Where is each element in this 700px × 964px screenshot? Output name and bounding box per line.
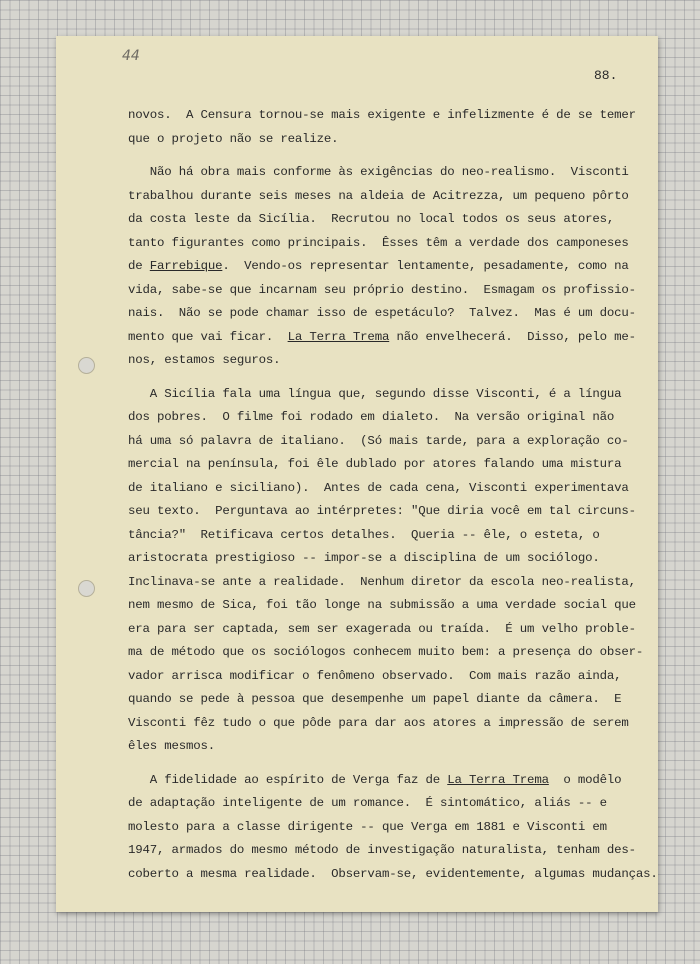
text-line: vador arrisca modificar o fenômeno observado. Com mais razão ainda, (128, 668, 622, 683)
text-line: mercial na península, foi êle dublado por atores falando uma mistura (128, 457, 622, 471)
paragraph-gap (128, 759, 638, 769)
typewritten-page (56, 36, 658, 912)
text-line: tância?" Retificava certos detalhes. Queria -- êle, o esteta, o (128, 527, 600, 542)
text-line: Não há obra mais conforme às exigências do neo-realismo. Visconti (128, 165, 629, 179)
text-line: tanto figurantes como principais. Êsses têm a verdade dos camponeses (128, 235, 629, 250)
text-line: Visconti fêz tudo o que pôde para dar aos atores a impressão de serem (128, 715, 629, 730)
text-line: seu texto. Perguntava ao intérpretes: "Que diria você em tal circuns- (128, 504, 636, 518)
text-line: de adaptação inteligente de um romance. É sintomático, aliás -- e (128, 796, 607, 810)
underlined-film-title: Farrebique (149, 259, 223, 273)
paragraph-gap (128, 373, 638, 383)
underlined-film-title: La Terra Trema (447, 772, 549, 787)
text-line: êles mesmos. (128, 739, 216, 753)
text-line: ma de método que os sociólogos conhecem muito bem: a presença do obser- (128, 645, 644, 659)
text-line: A Sicília fala uma língua que, segundo disse Visconti, é a língua (128, 386, 622, 401)
text-line: quando se pede à pessoa que desempenhe um papel diante da câmera. E (128, 692, 622, 706)
text-line: molesto para a classe dirigente -- que Verga em 1881 e Visconti em (128, 819, 607, 834)
text-line: mento que vai ficar. La Terra Trema não envelhecerá. Disso, pelo me- (128, 329, 636, 344)
text-line: nem mesmo de Sica, foi tão longe na submissão a uma verdade social que (128, 598, 636, 612)
paragraph-gap (128, 151, 638, 161)
pencil-page-number: 44 (122, 48, 140, 64)
text-line: de italiano e siciliano). Antes de cada cena, Visconti experimentava (128, 480, 629, 495)
punch-hole-lower (78, 580, 95, 597)
text-line: há uma só palavra de italiano. (Só mais tarde, para a exploração co- (128, 433, 629, 448)
text-line: era para ser captada, sem ser exagerada ou traída. É um velho proble- (128, 621, 636, 636)
text-line: nos, estamos seguros. (128, 353, 281, 367)
text-line: de Farrebique. Vendo-os representar lentamente, pesadamente, como na (128, 259, 629, 273)
text-line: coberto a mesma realidade. Observam-se, evidentemente, algumas mudanças. (128, 866, 658, 881)
text-line: novos. A Censura tornou-se mais exigente e infelizmente é de se temer (128, 108, 636, 122)
text-line: aristocrata prestigioso -- impor-se a disciplina de um sociólogo. (128, 551, 600, 565)
text-line: dos pobres. O filme foi rodado em dialeto. Na versão original não (128, 410, 615, 424)
punch-hole-upper (78, 357, 95, 374)
body-text (128, 104, 658, 886)
text-line: A fidelidade ao espírito de Verga faz de La Terra Trema o modêlo (128, 772, 622, 787)
text-line: da costa leste da Sicília. Recrutou no local todos os seus atores, (128, 212, 615, 226)
page-number: 88. (594, 68, 618, 83)
text-line: vida, sabe-se que incarnam seu próprio destino. Esmagam os profissio- (128, 282, 636, 297)
text-line: nais. Não se pode chamar isso de espetáculo? Talvez. Mas é um docu- (128, 306, 636, 320)
text-line: que o projeto não se realize. (128, 131, 339, 146)
text-line: trabalhou durante seis meses na aldeia de Acitrezza, um pequeno pôrto (128, 188, 629, 203)
text-line: 1947, armados do mesmo método de investigação naturalista, tenham des- (128, 843, 636, 857)
text-line: Inclinava-se ante a realidade. Nenhum diretor da escola neo-realista, (128, 574, 636, 589)
underlined-film-title: La Terra Trema (287, 329, 390, 344)
